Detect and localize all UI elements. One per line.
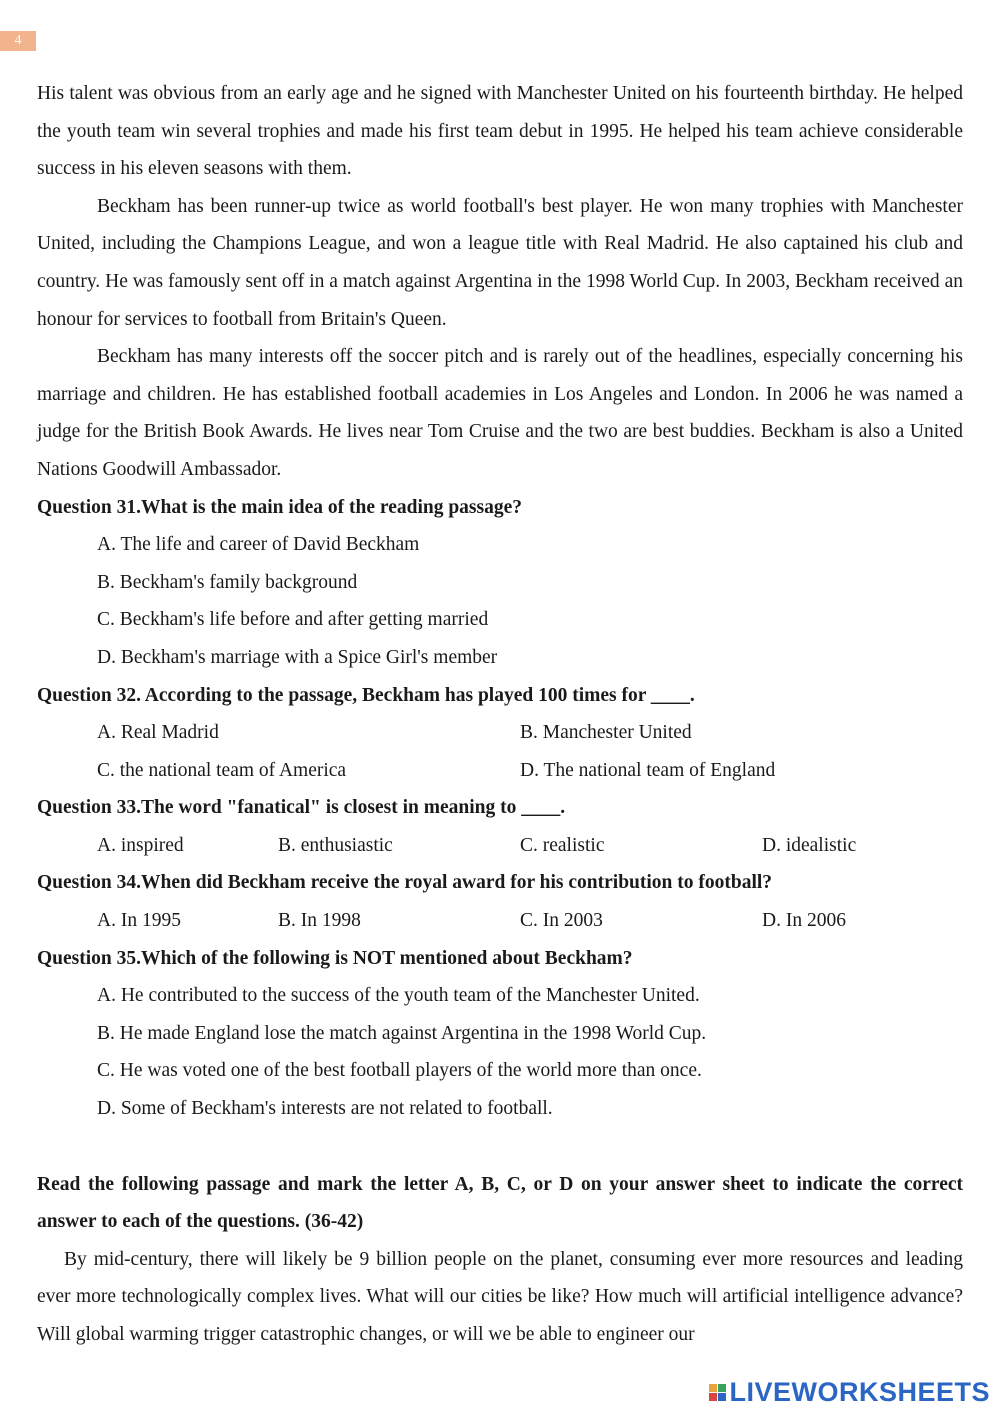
question-35 [37,940,963,1128]
question-34 [37,864,963,939]
passage1-paragraph-2: Beckham has been runner-up twice as world football's best player. He won many trophies with Manchester United, including the Champions League, and won a league title with Real Madrid. He also captained his club and country. He was famously sent off in a match against Argentina in the 1998 World Cup. In 2003, Beckham received an honour for services to football from Britain's Queen. [37,195,963,330]
option-b[interactable]: B. In 1998 [278,910,361,932]
worksheet-content [37,75,963,1354]
option-b[interactable]: B. Manchester United [520,722,692,744]
question-prompt: Question 33.The word "fanatical" is closest in meaning to ____. [37,797,566,819]
passage2-paragraph-1: By mid-century, there will likely be 9 billion people on the planet, consuming ever more resources and leading ever more technologically complex lives. What will our cities be like? How much will artificial intelligence advance? Will global warming trigger catastrophic changes, or will we be able to engineer our [37,1248,963,1345]
option-a[interactable]: A. Real Madrid [97,722,219,744]
question-prompt: Question 35.Which of the following is NOT mentioned about Beckham? [37,947,633,969]
option-d[interactable]: D. The national team of England [520,759,776,781]
option-a[interactable]: A. In 1995 [97,910,181,932]
option-c[interactable]: C. the national team of America [97,759,347,781]
option-c[interactable]: C. Beckham's life before and after getting married [97,609,489,631]
option-d[interactable]: D. In 2006 [762,910,846,932]
page-number: 4 [0,31,36,51]
question-prompt: Question 32. According to the passage, Beckham has played 100 times for ____. [37,684,695,706]
option-d[interactable]: D. idealistic [762,834,857,856]
option-c[interactable]: C. realistic [520,834,605,856]
option-b[interactable]: B. enthusiastic [278,834,393,856]
logo-square-2 [718,1384,726,1392]
question-prompt: Question 34.When did Beckham receive the royal award for his contribution to football? [37,872,773,894]
option-b[interactable]: B. Beckham's family background [97,571,358,593]
logo-text: LIVEWORKSHEETS [729,1376,990,1407]
liveworksheets-logo [709,1377,990,1407]
question-31 [37,489,963,677]
logo-square-3 [709,1393,717,1401]
option-c[interactable]: C. He was voted one of the best football players of the world more than once. [97,1060,702,1082]
option-a[interactable]: A. He contributed to the success of the youth team of the Manchester United. [97,985,700,1007]
option-d[interactable]: D. Some of Beckham's interests are not related to football. [97,1098,553,1120]
passage1-paragraph-3: Beckham has many interests off the soccer pitch and is rarely out of the headlines, especially concerning his marriage and children. He has established football academies in Los Angeles and London. In 2006 he was named a judge for the British Book Awards. He lives near Tom Cruise and the two are best buddies. Beckham is also a United Nations Goodwill Ambassador. [37,346,963,480]
logo-square-4 [718,1393,726,1401]
option-b[interactable]: B. He made England lose the match against Argentina in the 1998 World Cup. [97,1022,707,1044]
option-d[interactable]: D. Beckham's marriage with a Spice Girl's member [97,646,498,668]
section-instruction: Read the following passage and mark the letter A, B, C, or D on your answer sheet to indicate the correct answer to each of the questions. (36-42) [37,1173,963,1233]
question-33 [37,789,963,864]
question-prompt: Question 31.What is the main idea of the reading passage? [37,496,523,518]
option-a[interactable]: A. inspired [97,834,184,856]
logo-square-1 [709,1384,717,1392]
spacer [37,1128,963,1166]
passage1-paragraph-1: His talent was obvious from an early age and he signed with Manchester United on his fourteenth birthday. He helped the youth team win several trophies and made his first team debut in 1995. He helped his team achieve considerable success in his eleven seasons with them. [37,83,963,180]
option-c[interactable]: C. In 2003 [520,910,603,932]
question-32 [37,677,963,790]
option-a[interactable]: A. The life and career of David Beckham [97,534,420,556]
logo-icon [709,1384,726,1401]
